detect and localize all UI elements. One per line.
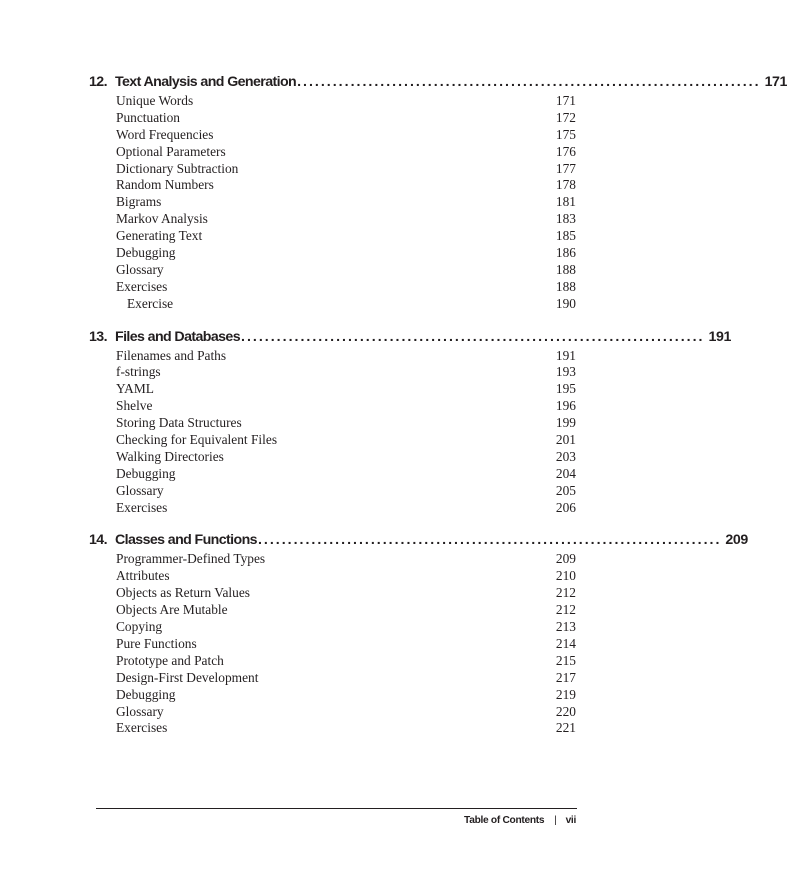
- toc-entry[interactable]: [0, 348, 672, 365]
- toc-entry[interactable]: [0, 500, 672, 517]
- entry-label: Unique Words: [116, 93, 194, 108]
- entry-page: 203: [555, 448, 576, 464]
- entry-page: 209: [555, 551, 576, 567]
- entry-page: 201: [555, 432, 576, 448]
- entry-label: Random Numbers: [116, 177, 214, 193]
- entry-label: Filenames and Paths: [116, 347, 227, 363]
- toc-entry[interactable]: [0, 602, 672, 619]
- entry-page: 196: [555, 398, 576, 414]
- toc-entry[interactable]: [0, 415, 672, 432]
- chapter-page-number: 171: [764, 74, 787, 90]
- entry-label: Exercises: [116, 720, 168, 736]
- entry-page: 176: [555, 143, 576, 159]
- entry-label: Prototype and Patch: [116, 652, 224, 668]
- entry-page: 220: [555, 703, 576, 719]
- entry-page: 181: [555, 194, 576, 210]
- entry-label: YAML: [116, 381, 154, 397]
- footer-separator: |: [554, 815, 557, 826]
- entry-label: Exercises: [116, 499, 168, 515]
- footer-page-number: vii: [565, 815, 576, 826]
- entry-label: Debugging: [116, 465, 176, 481]
- entry-label: Attributes: [116, 568, 170, 584]
- entry-label: Pure Functions: [116, 635, 197, 651]
- toc-entry[interactable]: [0, 93, 672, 110]
- entry-label: Shelve: [116, 398, 153, 414]
- entry-page: 219: [555, 686, 576, 702]
- chapter-title: Text Analysis and Generation: [115, 74, 297, 90]
- entry-label: Storing Data Structures: [116, 415, 242, 431]
- entry-label: Checking for Equivalent Files: [116, 432, 278, 448]
- toc-entry[interactable]: [0, 568, 672, 585]
- entry-label: Optional Parameters: [116, 143, 226, 159]
- running-footer: [464, 813, 576, 829]
- entry-page: 183: [555, 211, 576, 227]
- footer-section-title: Table of Contents: [464, 815, 545, 826]
- chapter-page-number: 191: [708, 328, 731, 345]
- dot-leader: ..............................................................................: [297, 74, 761, 90]
- entry-page: 191: [555, 347, 576, 363]
- chapter-number: 12.: [89, 74, 107, 90]
- toc-entry[interactable]: [0, 381, 672, 398]
- entry-page: 199: [555, 415, 576, 431]
- toc-entry[interactable]: [0, 211, 672, 228]
- chapter-heading[interactable]: [0, 72, 787, 92]
- toc-entry[interactable]: [0, 228, 672, 245]
- entry-label: Exercises: [116, 278, 168, 294]
- entry-label: Debugging: [116, 686, 176, 702]
- entry-label: Debugging: [116, 245, 176, 261]
- toc-entry[interactable]: [0, 687, 672, 704]
- toc-entry[interactable]: [0, 364, 672, 381]
- entry-page: 188: [555, 278, 576, 294]
- chapter-title-row: [115, 327, 731, 347]
- entry-page: 177: [555, 160, 576, 176]
- toc-entry[interactable]: [0, 194, 672, 211]
- entry-label: Punctuation: [116, 109, 180, 125]
- dot-leader: ..............................................................................: [257, 532, 722, 549]
- toc-entry[interactable]: [0, 144, 672, 161]
- entry-page: 210: [555, 568, 576, 584]
- chapter-title: Files and Databases: [115, 328, 241, 345]
- entry-label: f-strings: [116, 364, 161, 380]
- toc-entry[interactable]: [0, 483, 672, 500]
- entry-page: 185: [555, 228, 576, 244]
- table-of-contents: [0, 72, 787, 751]
- toc-entry[interactable]: [0, 670, 672, 687]
- entry-page: 190: [555, 295, 576, 311]
- entry-page: 221: [555, 720, 576, 736]
- toc-entry[interactable]: [0, 585, 672, 602]
- chapter-13: [0, 327, 731, 517]
- chapter-heading[interactable]: [0, 530, 748, 550]
- toc-entry[interactable]: [0, 720, 672, 737]
- entry-page: 178: [555, 177, 576, 193]
- entry-label: Bigrams: [116, 194, 162, 210]
- entry-page: 195: [555, 381, 576, 397]
- entry-page: 186: [555, 245, 576, 261]
- entry-label: Design-First Development: [116, 669, 259, 685]
- entry-label: Objects Are Mutable: [116, 602, 228, 618]
- toc-entry[interactable]: [0, 466, 672, 483]
- entry-page: 212: [555, 602, 576, 618]
- entry-page: 171: [555, 93, 576, 108]
- entry-label: Markov Analysis: [116, 211, 208, 227]
- entry-label: Glossary: [116, 261, 164, 277]
- entry-page: 175: [555, 126, 576, 142]
- chapter-page-number: 209: [725, 532, 748, 549]
- toc-entry[interactable]: [0, 704, 672, 721]
- toc-entry[interactable]: [0, 110, 672, 127]
- chapter-title-row: [115, 72, 787, 92]
- entry-label: Dictionary Subtraction: [116, 160, 239, 176]
- toc-entry[interactable]: [0, 398, 672, 415]
- toc-entry[interactable]: [0, 551, 672, 568]
- toc-entry[interactable]: [0, 653, 672, 670]
- toc-entry[interactable]: [0, 127, 672, 144]
- entry-label: Glossary: [116, 482, 164, 498]
- entry-page: 206: [555, 499, 576, 515]
- toc-entry[interactable]: [0, 432, 672, 449]
- chapter-number: 14.: [89, 532, 107, 549]
- chapter-heading[interactable]: [0, 327, 731, 347]
- entry-page: 212: [555, 585, 576, 601]
- toc-entry[interactable]: [0, 619, 672, 636]
- entry-page: 193: [555, 364, 576, 380]
- chapter-number: 13.: [89, 328, 107, 345]
- toc-entry[interactable]: [0, 279, 672, 296]
- entry-label: Copying: [116, 619, 163, 635]
- entry-label: Exercise: [127, 295, 174, 311]
- entry-page: 213: [555, 619, 576, 635]
- chapter-12: [0, 72, 787, 313]
- toc-entry[interactable]: [0, 636, 672, 653]
- entry-page: 217: [555, 669, 576, 685]
- entry-label: Glossary: [116, 703, 164, 719]
- toc-entry[interactable]: [0, 177, 672, 194]
- toc-entry[interactable]: [0, 161, 672, 178]
- footer-rule: [96, 808, 577, 809]
- toc-subentry[interactable]: [0, 296, 672, 313]
- chapter-title-row: [115, 530, 748, 550]
- entry-label: Word Frequencies: [116, 126, 214, 142]
- chapter-title: Classes and Functions: [115, 532, 257, 549]
- entry-page: 215: [555, 652, 576, 668]
- entry-page: 188: [555, 261, 576, 277]
- entry-label: Programmer-Defined Types: [116, 551, 266, 567]
- toc-entry[interactable]: [0, 245, 672, 262]
- entry-label: Walking Directories: [116, 448, 224, 464]
- toc-entry[interactable]: [0, 262, 672, 279]
- entry-label: Generating Text: [116, 228, 203, 244]
- entry-page: 204: [555, 465, 576, 481]
- entry-page: 214: [555, 635, 576, 651]
- chapter-14: [0, 530, 748, 737]
- toc-entry[interactable]: [0, 449, 672, 466]
- entry-page: 205: [555, 482, 576, 498]
- dot-leader: ..............................................................................: [241, 328, 705, 345]
- entry-label: Objects as Return Values: [116, 585, 251, 601]
- entry-page: 172: [555, 109, 576, 125]
